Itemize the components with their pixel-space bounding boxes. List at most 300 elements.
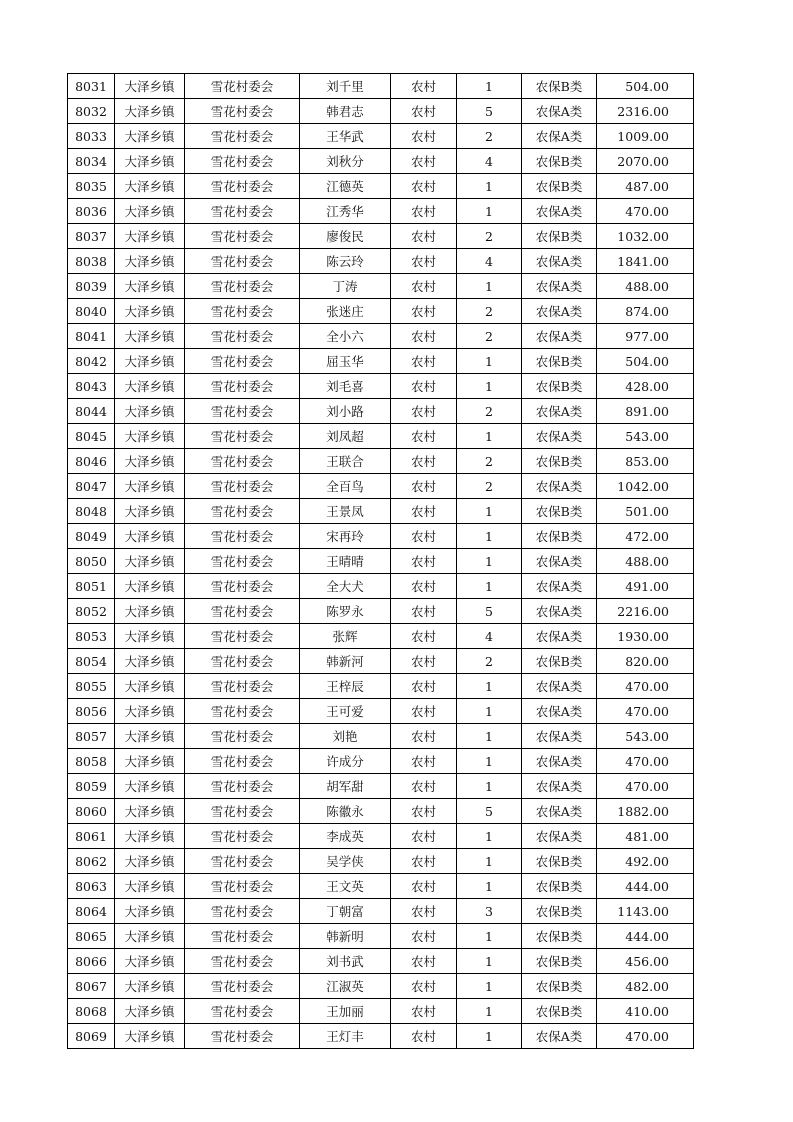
household-size-cell: 1 bbox=[457, 74, 522, 99]
township-cell: 大泽乡镇 bbox=[115, 599, 185, 624]
area-type-cell: 农村 bbox=[391, 299, 457, 324]
category-cell: 农保B类 bbox=[522, 224, 597, 249]
table-row bbox=[68, 849, 694, 874]
village-committee-cell: 雪花村委会 bbox=[185, 724, 300, 749]
village-committee-cell: 雪花村委会 bbox=[185, 499, 300, 524]
record-id-cell: 8031 bbox=[68, 74, 115, 99]
record-id-cell: 8045 bbox=[68, 424, 115, 449]
category-cell: 农保A类 bbox=[522, 799, 597, 824]
category-cell: 农保A类 bbox=[522, 324, 597, 349]
amount-cell: 977.00 bbox=[597, 324, 694, 349]
table-row bbox=[68, 824, 694, 849]
amount-cell: 1841.00 bbox=[597, 249, 694, 274]
township-cell: 大泽乡镇 bbox=[115, 324, 185, 349]
name-cell: 刘艳 bbox=[300, 724, 391, 749]
category-cell: 农保A类 bbox=[522, 674, 597, 699]
township-cell: 大泽乡镇 bbox=[115, 724, 185, 749]
township-cell: 大泽乡镇 bbox=[115, 99, 185, 124]
table-row bbox=[68, 174, 694, 199]
table-row bbox=[68, 224, 694, 249]
table-row bbox=[68, 199, 694, 224]
name-cell: 王联合 bbox=[300, 449, 391, 474]
name-cell: 王可爱 bbox=[300, 699, 391, 724]
household-size-cell: 1 bbox=[457, 974, 522, 999]
name-cell: 江德英 bbox=[300, 174, 391, 199]
name-cell: 丁涛 bbox=[300, 274, 391, 299]
amount-cell: 488.00 bbox=[597, 274, 694, 299]
township-cell: 大泽乡镇 bbox=[115, 449, 185, 474]
category-cell: 农保A类 bbox=[522, 99, 597, 124]
household-size-cell: 2 bbox=[457, 324, 522, 349]
category-cell: 农保B类 bbox=[522, 149, 597, 174]
amount-cell: 820.00 bbox=[597, 649, 694, 674]
area-type-cell: 农村 bbox=[391, 824, 457, 849]
village-committee-cell: 雪花村委会 bbox=[185, 874, 300, 899]
household-size-cell: 1 bbox=[457, 424, 522, 449]
category-cell: 农保A类 bbox=[522, 724, 597, 749]
village-committee-cell: 雪花村委会 bbox=[185, 549, 300, 574]
area-type-cell: 农村 bbox=[391, 449, 457, 474]
amount-cell: 487.00 bbox=[597, 174, 694, 199]
record-id-cell: 8055 bbox=[68, 674, 115, 699]
area-type-cell: 农村 bbox=[391, 524, 457, 549]
category-cell: 农保A类 bbox=[522, 774, 597, 799]
name-cell: 韩新明 bbox=[300, 924, 391, 949]
village-committee-cell: 雪花村委会 bbox=[185, 324, 300, 349]
household-size-cell: 1 bbox=[457, 774, 522, 799]
township-cell: 大泽乡镇 bbox=[115, 299, 185, 324]
household-size-cell: 2 bbox=[457, 649, 522, 674]
record-id-cell: 8062 bbox=[68, 849, 115, 874]
amount-cell: 470.00 bbox=[597, 774, 694, 799]
household-size-cell: 1 bbox=[457, 1024, 522, 1049]
township-cell: 大泽乡镇 bbox=[115, 849, 185, 874]
category-cell: 农保A类 bbox=[522, 699, 597, 724]
table-row bbox=[68, 724, 694, 749]
records-table bbox=[67, 73, 694, 1049]
village-committee-cell: 雪花村委会 bbox=[185, 999, 300, 1024]
category-cell: 农保B类 bbox=[522, 874, 597, 899]
area-type-cell: 农村 bbox=[391, 574, 457, 599]
amount-cell: 472.00 bbox=[597, 524, 694, 549]
name-cell: 陈罗永 bbox=[300, 599, 391, 624]
category-cell: 农保A类 bbox=[522, 274, 597, 299]
township-cell: 大泽乡镇 bbox=[115, 974, 185, 999]
village-committee-cell: 雪花村委会 bbox=[185, 349, 300, 374]
category-cell: 农保B类 bbox=[522, 849, 597, 874]
category-cell: 农保A类 bbox=[522, 599, 597, 624]
name-cell: 刘千里 bbox=[300, 74, 391, 99]
township-cell: 大泽乡镇 bbox=[115, 224, 185, 249]
amount-cell: 543.00 bbox=[597, 424, 694, 449]
area-type-cell: 农村 bbox=[391, 924, 457, 949]
table-row bbox=[68, 999, 694, 1024]
name-cell: 刘书武 bbox=[300, 949, 391, 974]
area-type-cell: 农村 bbox=[391, 649, 457, 674]
village-committee-cell: 雪花村委会 bbox=[185, 924, 300, 949]
record-id-cell: 8066 bbox=[68, 949, 115, 974]
township-cell: 大泽乡镇 bbox=[115, 649, 185, 674]
record-id-cell: 8064 bbox=[68, 899, 115, 924]
household-size-cell: 1 bbox=[457, 874, 522, 899]
amount-cell: 543.00 bbox=[597, 724, 694, 749]
table-row bbox=[68, 924, 694, 949]
area-type-cell: 农村 bbox=[391, 974, 457, 999]
name-cell: 刘凤超 bbox=[300, 424, 391, 449]
table-row bbox=[68, 299, 694, 324]
household-size-cell: 3 bbox=[457, 899, 522, 924]
name-cell: 全小六 bbox=[300, 324, 391, 349]
area-type-cell: 农村 bbox=[391, 424, 457, 449]
area-type-cell: 农村 bbox=[391, 499, 457, 524]
table-row bbox=[68, 624, 694, 649]
area-type-cell: 农村 bbox=[391, 674, 457, 699]
household-size-cell: 2 bbox=[457, 224, 522, 249]
name-cell: 屈玉华 bbox=[300, 349, 391, 374]
village-committee-cell: 雪花村委会 bbox=[185, 74, 300, 99]
area-type-cell: 农村 bbox=[391, 349, 457, 374]
table-row bbox=[68, 99, 694, 124]
record-id-cell: 8041 bbox=[68, 324, 115, 349]
household-size-cell: 1 bbox=[457, 674, 522, 699]
township-cell: 大泽乡镇 bbox=[115, 74, 185, 99]
record-id-cell: 8034 bbox=[68, 149, 115, 174]
village-committee-cell: 雪花村委会 bbox=[185, 149, 300, 174]
category-cell: 农保B类 bbox=[522, 649, 597, 674]
household-size-cell: 1 bbox=[457, 174, 522, 199]
township-cell: 大泽乡镇 bbox=[115, 624, 185, 649]
category-cell: 农保A类 bbox=[522, 574, 597, 599]
record-id-cell: 8061 bbox=[68, 824, 115, 849]
household-size-cell: 2 bbox=[457, 299, 522, 324]
area-type-cell: 农村 bbox=[391, 1024, 457, 1049]
area-type-cell: 农村 bbox=[391, 224, 457, 249]
table-row bbox=[68, 599, 694, 624]
area-type-cell: 农村 bbox=[391, 399, 457, 424]
record-id-cell: 8038 bbox=[68, 249, 115, 274]
amount-cell: 482.00 bbox=[597, 974, 694, 999]
amount-cell: 488.00 bbox=[597, 549, 694, 574]
village-committee-cell: 雪花村委会 bbox=[185, 249, 300, 274]
township-cell: 大泽乡镇 bbox=[115, 699, 185, 724]
table-row bbox=[68, 749, 694, 774]
name-cell: 王景凤 bbox=[300, 499, 391, 524]
household-size-cell: 1 bbox=[457, 499, 522, 524]
village-committee-cell: 雪花村委会 bbox=[185, 449, 300, 474]
amount-cell: 456.00 bbox=[597, 949, 694, 974]
category-cell: 农保A类 bbox=[522, 199, 597, 224]
category-cell: 农保B类 bbox=[522, 924, 597, 949]
township-cell: 大泽乡镇 bbox=[115, 474, 185, 499]
village-committee-cell: 雪花村委会 bbox=[185, 649, 300, 674]
village-committee-cell: 雪花村委会 bbox=[185, 774, 300, 799]
record-id-cell: 8048 bbox=[68, 499, 115, 524]
category-cell: 农保A类 bbox=[522, 399, 597, 424]
table-row bbox=[68, 449, 694, 474]
record-id-cell: 8049 bbox=[68, 524, 115, 549]
name-cell: 王加丽 bbox=[300, 999, 391, 1024]
record-id-cell: 8052 bbox=[68, 599, 115, 624]
area-type-cell: 农村 bbox=[391, 749, 457, 774]
amount-cell: 853.00 bbox=[597, 449, 694, 474]
township-cell: 大泽乡镇 bbox=[115, 274, 185, 299]
area-type-cell: 农村 bbox=[391, 599, 457, 624]
table-row bbox=[68, 374, 694, 399]
village-committee-cell: 雪花村委会 bbox=[185, 124, 300, 149]
record-id-cell: 8040 bbox=[68, 299, 115, 324]
township-cell: 大泽乡镇 bbox=[115, 199, 185, 224]
village-committee-cell: 雪花村委会 bbox=[185, 374, 300, 399]
area-type-cell: 农村 bbox=[391, 474, 457, 499]
township-cell: 大泽乡镇 bbox=[115, 424, 185, 449]
name-cell: 刘毛喜 bbox=[300, 374, 391, 399]
village-committee-cell: 雪花村委会 bbox=[185, 299, 300, 324]
area-type-cell: 农村 bbox=[391, 99, 457, 124]
name-cell: 王梓辰 bbox=[300, 674, 391, 699]
amount-cell: 470.00 bbox=[597, 1024, 694, 1049]
amount-cell: 2070.00 bbox=[597, 149, 694, 174]
category-cell: 农保B类 bbox=[522, 899, 597, 924]
table-row bbox=[68, 499, 694, 524]
table-row bbox=[68, 649, 694, 674]
record-id-cell: 8069 bbox=[68, 1024, 115, 1049]
household-size-cell: 1 bbox=[457, 524, 522, 549]
village-committee-cell: 雪花村委会 bbox=[185, 974, 300, 999]
area-type-cell: 农村 bbox=[391, 849, 457, 874]
area-type-cell: 农村 bbox=[391, 374, 457, 399]
name-cell: 江秀华 bbox=[300, 199, 391, 224]
category-cell: 农保A类 bbox=[522, 749, 597, 774]
name-cell: 丁朝富 bbox=[300, 899, 391, 924]
amount-cell: 444.00 bbox=[597, 924, 694, 949]
record-id-cell: 8050 bbox=[68, 549, 115, 574]
record-id-cell: 8032 bbox=[68, 99, 115, 124]
township-cell: 大泽乡镇 bbox=[115, 349, 185, 374]
table-row bbox=[68, 949, 694, 974]
township-cell: 大泽乡镇 bbox=[115, 999, 185, 1024]
amount-cell: 504.00 bbox=[597, 349, 694, 374]
area-type-cell: 农村 bbox=[391, 874, 457, 899]
village-committee-cell: 雪花村委会 bbox=[185, 799, 300, 824]
category-cell: 农保B类 bbox=[522, 974, 597, 999]
household-size-cell: 1 bbox=[457, 699, 522, 724]
table-row bbox=[68, 674, 694, 699]
category-cell: 农保B类 bbox=[522, 449, 597, 474]
amount-cell: 470.00 bbox=[597, 749, 694, 774]
category-cell: 农保A类 bbox=[522, 624, 597, 649]
household-size-cell: 1 bbox=[457, 949, 522, 974]
name-cell: 胡军甜 bbox=[300, 774, 391, 799]
household-size-cell: 2 bbox=[457, 474, 522, 499]
amount-cell: 491.00 bbox=[597, 574, 694, 599]
amount-cell: 470.00 bbox=[597, 199, 694, 224]
household-size-cell: 1 bbox=[457, 724, 522, 749]
category-cell: 农保B类 bbox=[522, 349, 597, 374]
name-cell: 全大犬 bbox=[300, 574, 391, 599]
record-id-cell: 8046 bbox=[68, 449, 115, 474]
record-id-cell: 8043 bbox=[68, 374, 115, 399]
name-cell: 李成英 bbox=[300, 824, 391, 849]
village-committee-cell: 雪花村委会 bbox=[185, 574, 300, 599]
record-id-cell: 8057 bbox=[68, 724, 115, 749]
amount-cell: 874.00 bbox=[597, 299, 694, 324]
record-id-cell: 8037 bbox=[68, 224, 115, 249]
name-cell: 张迷庄 bbox=[300, 299, 391, 324]
household-size-cell: 1 bbox=[457, 374, 522, 399]
township-cell: 大泽乡镇 bbox=[115, 124, 185, 149]
amount-cell: 1042.00 bbox=[597, 474, 694, 499]
township-cell: 大泽乡镇 bbox=[115, 799, 185, 824]
amount-cell: 428.00 bbox=[597, 374, 694, 399]
table-row bbox=[68, 774, 694, 799]
area-type-cell: 农村 bbox=[391, 549, 457, 574]
amount-cell: 1032.00 bbox=[597, 224, 694, 249]
category-cell: 农保A类 bbox=[522, 549, 597, 574]
name-cell: 刘小路 bbox=[300, 399, 391, 424]
table-row bbox=[68, 349, 694, 374]
record-id-cell: 8044 bbox=[68, 399, 115, 424]
area-type-cell: 农村 bbox=[391, 124, 457, 149]
table-row bbox=[68, 699, 694, 724]
amount-cell: 1882.00 bbox=[597, 799, 694, 824]
record-id-cell: 8068 bbox=[68, 999, 115, 1024]
area-type-cell: 农村 bbox=[391, 774, 457, 799]
household-size-cell: 1 bbox=[457, 849, 522, 874]
township-cell: 大泽乡镇 bbox=[115, 1024, 185, 1049]
record-id-cell: 8051 bbox=[68, 574, 115, 599]
household-size-cell: 1 bbox=[457, 549, 522, 574]
amount-cell: 1143.00 bbox=[597, 899, 694, 924]
household-size-cell: 1 bbox=[457, 749, 522, 774]
category-cell: 农保B类 bbox=[522, 999, 597, 1024]
record-id-cell: 8065 bbox=[68, 924, 115, 949]
table-row bbox=[68, 974, 694, 999]
household-size-cell: 1 bbox=[457, 574, 522, 599]
category-cell: 农保A类 bbox=[522, 824, 597, 849]
amount-cell: 1009.00 bbox=[597, 124, 694, 149]
household-size-cell: 2 bbox=[457, 124, 522, 149]
household-size-cell: 1 bbox=[457, 349, 522, 374]
record-id-cell: 8060 bbox=[68, 799, 115, 824]
township-cell: 大泽乡镇 bbox=[115, 174, 185, 199]
amount-cell: 470.00 bbox=[597, 699, 694, 724]
area-type-cell: 农村 bbox=[391, 174, 457, 199]
township-cell: 大泽乡镇 bbox=[115, 549, 185, 574]
area-type-cell: 农村 bbox=[391, 149, 457, 174]
name-cell: 江淑英 bbox=[300, 974, 391, 999]
township-cell: 大泽乡镇 bbox=[115, 774, 185, 799]
record-id-cell: 8036 bbox=[68, 199, 115, 224]
category-cell: 农保B类 bbox=[522, 949, 597, 974]
category-cell: 农保A类 bbox=[522, 249, 597, 274]
area-type-cell: 农村 bbox=[391, 274, 457, 299]
amount-cell: 891.00 bbox=[597, 399, 694, 424]
township-cell: 大泽乡镇 bbox=[115, 874, 185, 899]
category-cell: 农保A类 bbox=[522, 424, 597, 449]
village-committee-cell: 雪花村委会 bbox=[185, 199, 300, 224]
village-committee-cell: 雪花村委会 bbox=[185, 624, 300, 649]
table-row bbox=[68, 124, 694, 149]
township-cell: 大泽乡镇 bbox=[115, 249, 185, 274]
township-cell: 大泽乡镇 bbox=[115, 524, 185, 549]
name-cell: 王晴晴 bbox=[300, 549, 391, 574]
area-type-cell: 农村 bbox=[391, 74, 457, 99]
record-id-cell: 8063 bbox=[68, 874, 115, 899]
village-committee-cell: 雪花村委会 bbox=[185, 599, 300, 624]
household-size-cell: 1 bbox=[457, 924, 522, 949]
household-size-cell: 1 bbox=[457, 824, 522, 849]
village-committee-cell: 雪花村委会 bbox=[185, 99, 300, 124]
record-id-cell: 8035 bbox=[68, 174, 115, 199]
table-row bbox=[68, 524, 694, 549]
name-cell: 吴学侠 bbox=[300, 849, 391, 874]
amount-cell: 504.00 bbox=[597, 74, 694, 99]
name-cell: 陈云玲 bbox=[300, 249, 391, 274]
area-type-cell: 农村 bbox=[391, 624, 457, 649]
amount-cell: 501.00 bbox=[597, 499, 694, 524]
household-size-cell: 5 bbox=[457, 99, 522, 124]
village-committee-cell: 雪花村委会 bbox=[185, 424, 300, 449]
amount-cell: 444.00 bbox=[597, 874, 694, 899]
name-cell: 廖俊民 bbox=[300, 224, 391, 249]
village-committee-cell: 雪花村委会 bbox=[185, 674, 300, 699]
table-row bbox=[68, 249, 694, 274]
table-row bbox=[68, 1024, 694, 1049]
area-type-cell: 农村 bbox=[391, 799, 457, 824]
village-committee-cell: 雪花村委会 bbox=[185, 174, 300, 199]
village-committee-cell: 雪花村委会 bbox=[185, 949, 300, 974]
village-committee-cell: 雪花村委会 bbox=[185, 1024, 300, 1049]
name-cell: 王灯丰 bbox=[300, 1024, 391, 1049]
category-cell: 农保B类 bbox=[522, 524, 597, 549]
record-id-cell: 8058 bbox=[68, 749, 115, 774]
area-type-cell: 农村 bbox=[391, 949, 457, 974]
record-id-cell: 8047 bbox=[68, 474, 115, 499]
amount-cell: 470.00 bbox=[597, 674, 694, 699]
household-size-cell: 1 bbox=[457, 199, 522, 224]
township-cell: 大泽乡镇 bbox=[115, 899, 185, 924]
area-type-cell: 农村 bbox=[391, 899, 457, 924]
township-cell: 大泽乡镇 bbox=[115, 924, 185, 949]
category-cell: 农保A类 bbox=[522, 299, 597, 324]
amount-cell: 2316.00 bbox=[597, 99, 694, 124]
township-cell: 大泽乡镇 bbox=[115, 574, 185, 599]
record-id-cell: 8054 bbox=[68, 649, 115, 674]
village-committee-cell: 雪花村委会 bbox=[185, 274, 300, 299]
household-size-cell: 5 bbox=[457, 799, 522, 824]
household-size-cell: 2 bbox=[457, 449, 522, 474]
household-size-cell: 4 bbox=[457, 149, 522, 174]
name-cell: 王华武 bbox=[300, 124, 391, 149]
category-cell: 农保A类 bbox=[522, 474, 597, 499]
category-cell: 农保B类 bbox=[522, 74, 597, 99]
record-id-cell: 8067 bbox=[68, 974, 115, 999]
table-row bbox=[68, 149, 694, 174]
village-committee-cell: 雪花村委会 bbox=[185, 474, 300, 499]
township-cell: 大泽乡镇 bbox=[115, 499, 185, 524]
village-committee-cell: 雪花村委会 bbox=[185, 749, 300, 774]
amount-cell: 1930.00 bbox=[597, 624, 694, 649]
table-row bbox=[68, 399, 694, 424]
amount-cell: 481.00 bbox=[597, 824, 694, 849]
area-type-cell: 农村 bbox=[391, 199, 457, 224]
table-row bbox=[68, 474, 694, 499]
table-row bbox=[68, 549, 694, 574]
name-cell: 韩新河 bbox=[300, 649, 391, 674]
record-id-cell: 8059 bbox=[68, 774, 115, 799]
township-cell: 大泽乡镇 bbox=[115, 399, 185, 424]
township-cell: 大泽乡镇 bbox=[115, 749, 185, 774]
